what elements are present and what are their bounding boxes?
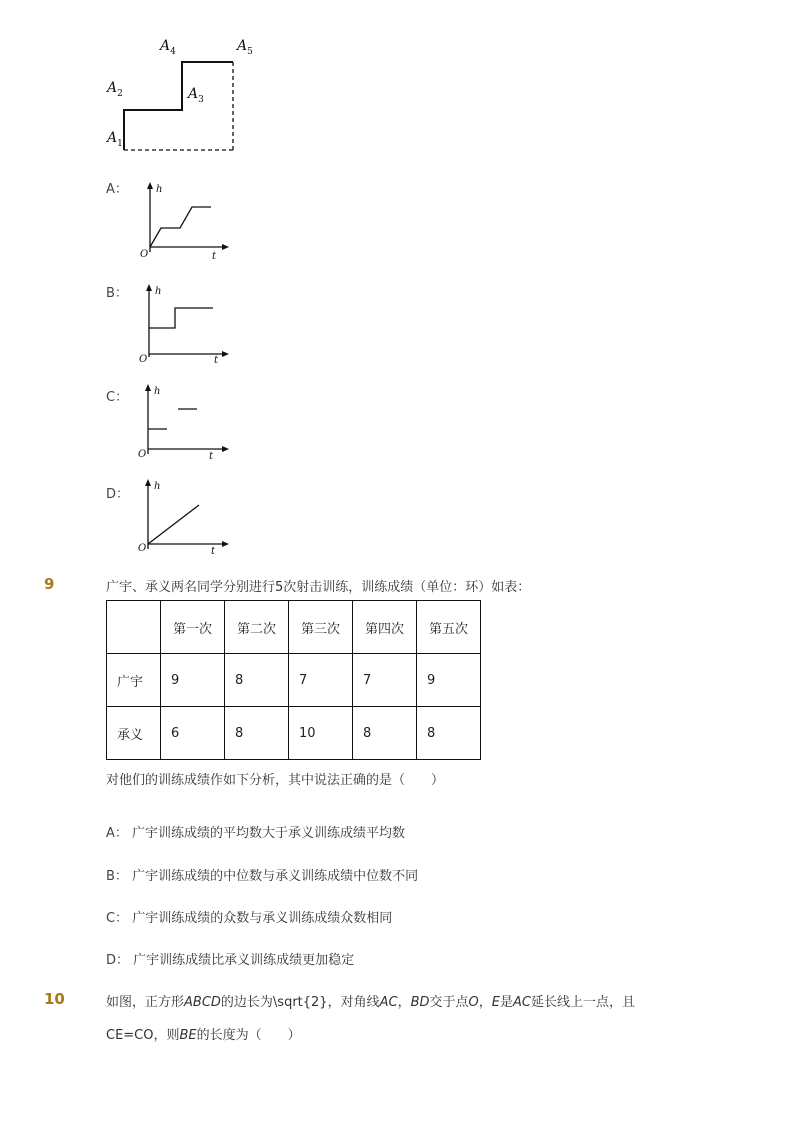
axis-t-label: t: [211, 546, 216, 557]
q10-stem-line1: 如图，正方形ABCD的边长为\sqrt{2}，对角线AC，BD交于点O，E是AC延长线上一点，且: [106, 995, 636, 1010]
table-cell: 9: [161, 654, 225, 707]
q8-option-c-letter[interactable]: C：: [106, 390, 129, 405]
table-header-cell: 第三次: [289, 601, 353, 654]
table-row: [107, 654, 481, 707]
option-letter: B：: [106, 869, 128, 884]
table-cell: 9: [417, 654, 481, 707]
table-cell: 10: [289, 707, 353, 760]
origin-label: O: [140, 249, 149, 260]
graph-line: [148, 505, 199, 544]
axis-h-label: h: [154, 481, 161, 492]
table-cell: 6: [161, 707, 225, 760]
option-text: 广宇训练成绩比承义训练成绩更加稳定: [133, 953, 355, 968]
label-a5: $A_5$: [237, 38, 253, 57]
q10-number: 10: [44, 990, 65, 1008]
axis-t-label: t: [214, 355, 219, 366]
q9-option-a[interactable]: [106, 822, 405, 841]
table-header-cell: 第四次: [353, 601, 417, 654]
table-row: [107, 601, 481, 654]
axis-y-arrow: [146, 284, 152, 291]
axis-t-label: t: [212, 251, 217, 262]
axis-h-label: h: [155, 286, 162, 297]
q8-option-a-letter[interactable]: A：: [106, 182, 128, 197]
label-a3: $A_3$: [188, 86, 204, 105]
table-cell: 8: [225, 654, 289, 707]
table-header-cell: 第五次: [417, 601, 481, 654]
axis-h-label: h: [154, 386, 161, 397]
graph-line: [150, 207, 211, 247]
table-row-label: 广宇: [107, 654, 161, 707]
table-cell: 8: [417, 707, 481, 760]
axis-x-arrow: [222, 446, 229, 452]
axis-x-arrow: [222, 351, 229, 357]
score-table: [106, 600, 481, 760]
origin-label: O: [138, 543, 147, 554]
option-letter: D：: [106, 953, 130, 968]
q8-option-d-graph[interactable]: [138, 477, 238, 559]
table-row: [107, 707, 481, 760]
table-cell: 7: [353, 654, 417, 707]
label-a4: $A_4$: [160, 38, 176, 57]
axis-x-arrow: [222, 244, 229, 250]
origin-label: O: [139, 354, 148, 365]
q9-option-b[interactable]: [106, 865, 418, 884]
label-a2: $A_2$: [107, 80, 123, 99]
table-row-label: 承义: [107, 707, 161, 760]
table-header-cell: [107, 601, 161, 654]
table-cell: 8: [225, 707, 289, 760]
q8-option-d-letter[interactable]: D：: [106, 487, 130, 502]
q8-option-c-graph[interactable]: [138, 382, 238, 464]
axis-y-arrow: [147, 182, 153, 189]
table-cell: 8: [353, 707, 417, 760]
option-text: 广宇训练成绩的中位数与承义训练成绩中位数不同: [132, 869, 419, 884]
q9-question: 对他们的训练成绩作如下分析，其中说法正确的是（ ）: [106, 773, 445, 788]
q8-option-b-graph[interactable]: [138, 282, 238, 367]
q9-option-c[interactable]: [106, 907, 392, 926]
axis-y-arrow: [145, 479, 151, 486]
axis-t-label: t: [209, 451, 214, 462]
staircase-path: [124, 62, 233, 150]
label-a1: $A_1$: [107, 130, 123, 149]
table-header-cell: 第二次: [225, 601, 289, 654]
q8-option-a-graph[interactable]: [138, 180, 238, 262]
option-letter: C：: [106, 911, 129, 926]
table-header-cell: 第一次: [161, 601, 225, 654]
axis-y-arrow: [145, 384, 151, 391]
table-cell: 7: [289, 654, 353, 707]
option-letter: A：: [106, 826, 128, 841]
q10-stem-line2: CE=CO，则BE的长度为（ ）: [106, 1028, 301, 1043]
axis-x-arrow: [222, 541, 229, 547]
q9-stem: 广宇、承义两名同学分别进行5次射击训练，训练成绩（单位：环）如表：: [106, 580, 531, 595]
option-text: 广宇训练成绩的平均数大于承义训练成绩平均数: [132, 826, 406, 841]
q8-option-b-letter[interactable]: B：: [106, 286, 128, 301]
option-text: 广宇训练成绩的众数与承义训练成绩众数相同: [132, 911, 393, 926]
graph-line: [149, 308, 213, 328]
axis-h-label: h: [156, 184, 163, 195]
q9-option-d[interactable]: [106, 949, 354, 968]
origin-label: O: [138, 449, 147, 460]
q9-number: 9: [44, 575, 55, 593]
